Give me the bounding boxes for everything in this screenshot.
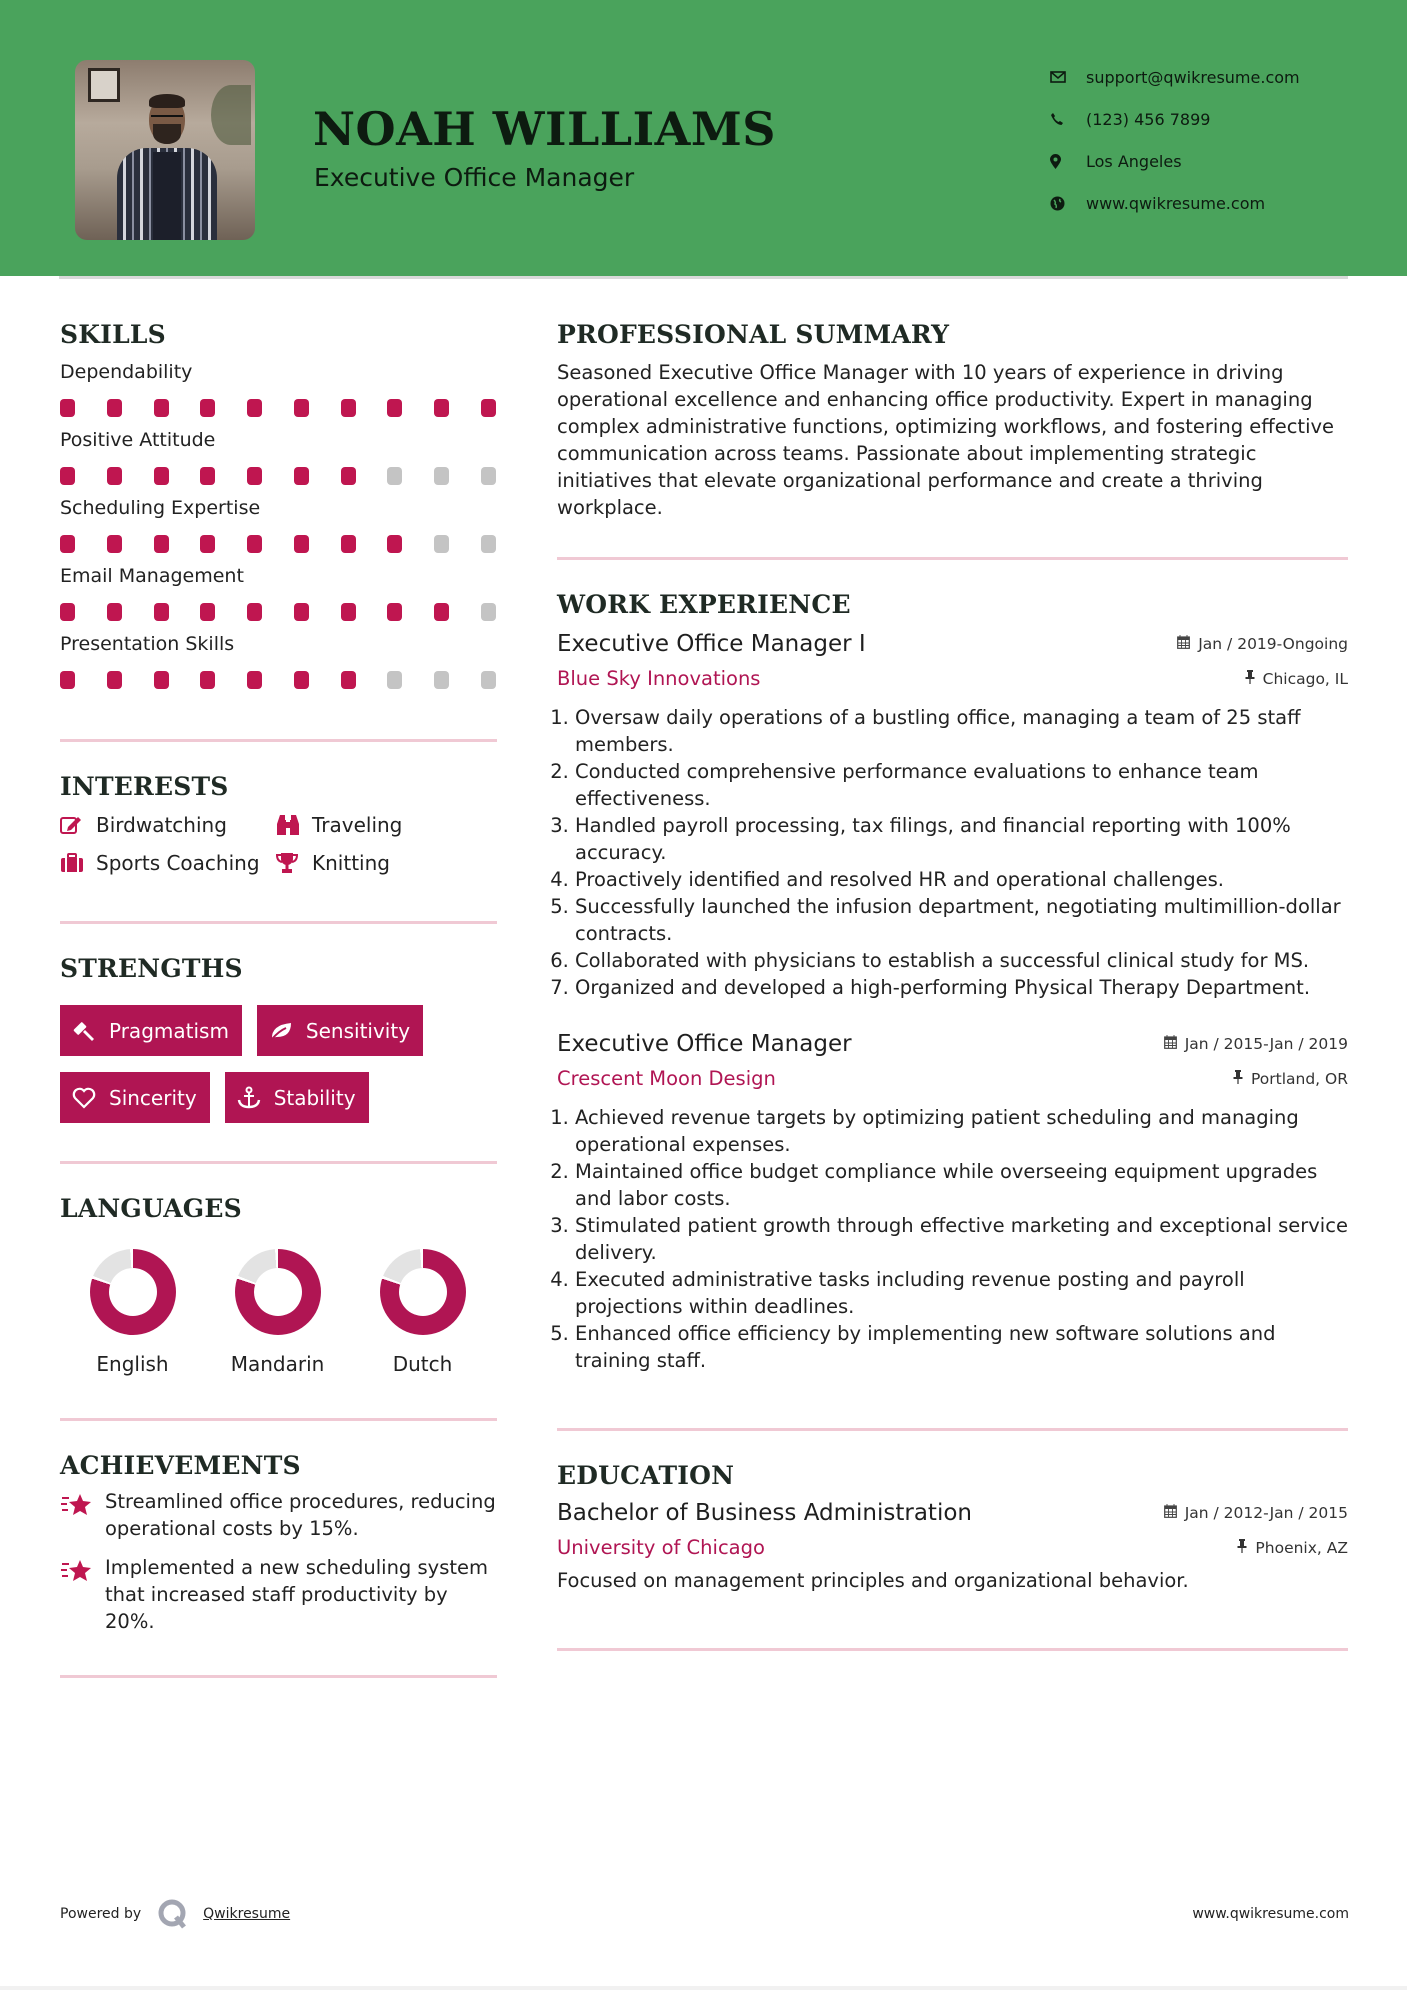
rating-dot-empty [481, 603, 496, 621]
education-location: Phoenix, AZ [1237, 1539, 1348, 1557]
rating-dot-filled [341, 399, 356, 417]
calendar-icon [1164, 1504, 1177, 1522]
interest-item: Birdwatching [60, 813, 276, 837]
briefcase-icon [60, 853, 96, 873]
languages-section [60, 1194, 497, 1376]
contact-email[interactable]: support@qwikresume.com [1050, 56, 1300, 98]
job-bullet: 2. Conducted comprehensive performance evaluations to enhance team effectiveness. [575, 758, 1348, 812]
skill-rating [60, 467, 497, 485]
profile-photo [75, 60, 255, 240]
rating-dot-filled [247, 399, 262, 417]
strength-chip: Sincerity [60, 1072, 210, 1123]
rating-dot-filled [294, 399, 309, 417]
language-proficiency-donut [235, 1249, 321, 1335]
rating-dot-empty [481, 535, 496, 553]
candidate-name: NOAH WILLIAMS [313, 102, 776, 156]
rating-dot-filled [387, 603, 402, 621]
rating-dot-filled [107, 535, 122, 553]
rating-dot-filled [107, 603, 122, 621]
achievement-item: Streamlined office procedures, reducing operational costs by 15%. [60, 1488, 497, 1542]
job-entry [557, 1031, 1348, 1374]
company-name: Blue Sky Innovations [557, 667, 761, 690]
job-entry [557, 631, 1348, 1001]
education-date: Jan / 2012-Jan / 2015 [1164, 1504, 1348, 1522]
leaf-icon [269, 1021, 306, 1041]
section-divider [60, 1161, 497, 1164]
rating-dot-filled [341, 671, 356, 689]
rating-dot-filled [434, 603, 449, 621]
rating-dot-filled [60, 467, 75, 485]
section-title-interests: INTERESTS [60, 772, 229, 801]
rating-dot-filled [107, 399, 122, 417]
section-divider [557, 557, 1348, 560]
rating-dot-filled [387, 535, 402, 553]
phone-icon [1050, 112, 1086, 126]
map-marker-icon [1050, 154, 1086, 169]
trophy-icon [276, 852, 312, 874]
rating-dot-empty [387, 671, 402, 689]
rating-dot-filled [200, 603, 215, 621]
anchor-icon [237, 1086, 274, 1110]
skill-rating [60, 603, 497, 621]
rating-dot-filled [200, 671, 215, 689]
rating-dot-filled [60, 603, 75, 621]
section-divider [60, 739, 497, 742]
gavel-icon [72, 1020, 109, 1042]
edit-icon [60, 815, 96, 835]
skill-label: Scheduling Expertise [60, 497, 261, 519]
job-location: Portland, OR [1233, 1070, 1348, 1088]
job-date: Jan / 2019-Ongoing [1177, 635, 1348, 653]
skills-section [60, 320, 497, 689]
school-name: University of Chicago [557, 1536, 765, 1559]
jobs-list [557, 631, 1348, 1374]
interest-item: Traveling [276, 813, 476, 837]
section-title-experience: WORK EXPERIENCE [557, 590, 851, 619]
section-divider [60, 1418, 497, 1421]
section-title-education: EDUCATION [557, 1461, 735, 1490]
rating-dot-filled [154, 671, 169, 689]
shooting-star-icon [60, 1554, 105, 1635]
pushpin-icon [1237, 1539, 1247, 1557]
shooting-star-icon [60, 1488, 105, 1542]
rating-dot-filled [247, 467, 262, 485]
section-divider [60, 921, 497, 924]
section-divider [60, 1675, 497, 1678]
rating-dot-filled [154, 535, 169, 553]
powered-by-label: Powered by [60, 1906, 142, 1922]
resume-header [0, 0, 1407, 276]
section-title-strengths: STRENGTHS [60, 954, 243, 983]
interest-item: Knitting [276, 851, 476, 875]
strength-chip: Pragmatism [60, 1005, 242, 1056]
job-bullet: 6. Collaborated with physicians to establish a successful clinical study for MS. [575, 947, 1348, 974]
rating-dot-filled [60, 399, 75, 417]
qwikresume-logo-icon [157, 1898, 189, 1930]
rating-dot-filled [200, 535, 215, 553]
education-description: Focused on management principles and organizational behavior. [557, 1569, 1189, 1592]
language-label: Mandarin [230, 1352, 325, 1376]
language-proficiency-donut [90, 1249, 176, 1335]
skill-rating [60, 535, 497, 553]
job-bullet: 4. Proactively identified and resolved HR and operational challenges. [575, 866, 1348, 893]
header-divider [59, 276, 1348, 279]
rating-dot-empty [434, 535, 449, 553]
rating-dot-empty [481, 467, 496, 485]
envelope-icon [1050, 71, 1086, 83]
right-column [557, 320, 1348, 1651]
job-bullet: 1. Achieved revenue targets by optimizing patient scheduling and managing operational expenses. [575, 1104, 1348, 1158]
job-date: Jan / 2015-Jan / 2019 [1164, 1035, 1348, 1053]
achievements-section [60, 1451, 497, 1635]
rating-dot-filled [294, 535, 309, 553]
section-divider [557, 1648, 1348, 1651]
job-bullet: 2. Maintained office budget compliance while overseeing equipment upgrades and labor costs. [575, 1158, 1348, 1212]
strength-chip: Sensitivity [257, 1005, 423, 1056]
rating-dot-filled [247, 671, 262, 689]
rating-dot-filled [154, 467, 169, 485]
achievement-item: Implemented a new scheduling system that increased staff productivity by 20%. [60, 1554, 497, 1635]
job-bullet: 5. Enhanced office efficiency by implementing new software solutions and training staff. [575, 1320, 1348, 1374]
contact-website[interactable]: www.qwikresume.com [1050, 182, 1300, 224]
job-bullet: 3. Stimulated patient growth through effective marketing and exceptional service delivery. [575, 1212, 1348, 1266]
job-title: Executive Office Manager I [557, 631, 866, 657]
job-location: Chicago, IL [1245, 670, 1348, 688]
rating-dot-filled [200, 467, 215, 485]
qwikresume-link[interactable]: Qwikresume [203, 1906, 291, 1922]
rating-dot-empty [434, 467, 449, 485]
heart-icon [72, 1087, 109, 1109]
footer-branding [60, 1898, 290, 1930]
section-title-summary: PROFESSIONAL SUMMARY [557, 320, 950, 349]
degree-title: Bachelor of Business Administration [557, 1500, 972, 1526]
interests-list [60, 813, 497, 875]
summary-text: Seasoned Executive Office Manager with 10 years of experience in driving operational excellence and enhancing office productivity. Expert in managing complex administrative functions, optimizing workflows, and fostering effective communication across teams. Passionate about implementing strategic initiatives that elevate organizational performance and create a thriving workplace. [557, 361, 1335, 519]
rating-dot-filled [294, 467, 309, 485]
languages-list [60, 1249, 497, 1376]
binoculars-icon [276, 814, 312, 836]
strengths-section [60, 954, 497, 1123]
skill-label: Dependability [60, 361, 193, 383]
page-bottom-edge [0, 1986, 1407, 1990]
experience-section [557, 590, 1348, 1374]
rating-dot-filled [341, 467, 356, 485]
job-bullet: 1. Oversaw daily operations of a bustling office, managing a team of 25 staff members. [575, 704, 1348, 758]
rating-dot-filled [294, 603, 309, 621]
calendar-icon [1164, 1035, 1177, 1053]
interest-item: Sports Coaching [60, 851, 276, 875]
skill-label: Email Management [60, 565, 244, 587]
job-bullet: 3. Handled payroll processing, tax filings, and financial reporting with 100% accuracy. [575, 812, 1348, 866]
language-proficiency-donut [380, 1249, 466, 1335]
rating-dot-filled [294, 671, 309, 689]
candidate-title: Executive Office Manager [314, 163, 635, 192]
left-column [60, 320, 497, 1678]
rating-dot-filled [247, 535, 262, 553]
footer-website-link[interactable]: www.qwikresume.com [1192, 1906, 1349, 1922]
job-bullets [557, 704, 1348, 1001]
rating-dot-filled [200, 399, 215, 417]
summary-section [557, 320, 1348, 521]
rating-dot-filled [154, 603, 169, 621]
strengths-list [60, 1005, 497, 1123]
rating-dot-filled [247, 603, 262, 621]
skill-label: Positive Attitude [60, 429, 216, 451]
rating-dot-filled [107, 671, 122, 689]
contact-phone[interactable]: (123) 456 7899 [1050, 98, 1300, 140]
education-section [557, 1461, 1348, 1594]
job-bullet: 7. Organized and developed a high-performing Physical Therapy Department. [575, 974, 1348, 1001]
pushpin-icon [1233, 1070, 1243, 1088]
skills-list [60, 361, 497, 689]
section-divider [557, 1428, 1348, 1431]
rating-dot-empty [481, 671, 496, 689]
rating-dot-filled [341, 603, 356, 621]
rating-dot-filled [154, 399, 169, 417]
rating-dot-filled [434, 399, 449, 417]
language-item [350, 1249, 495, 1376]
job-title: Executive Office Manager [557, 1031, 852, 1057]
skill-label: Presentation Skills [60, 633, 235, 655]
rating-dot-filled [341, 535, 356, 553]
pushpin-icon [1245, 670, 1255, 688]
rating-dot-filled [60, 671, 75, 689]
language-item [60, 1249, 205, 1376]
rating-dot-empty [387, 467, 402, 485]
rating-dot-filled [387, 399, 402, 417]
job-bullet: 5. Successfully launched the infusion department, negotiating multimillion-dollar contracts. [575, 893, 1348, 947]
language-label: Dutch [392, 1352, 453, 1376]
section-title-skills: SKILLS [60, 320, 166, 349]
job-bullets [557, 1104, 1348, 1374]
skill-rating [60, 399, 497, 417]
rating-dot-empty [434, 671, 449, 689]
strength-chip: Stability [225, 1072, 369, 1123]
rating-dot-filled [60, 535, 75, 553]
contact-location: Los Angeles [1050, 140, 1300, 182]
language-item [205, 1249, 350, 1376]
section-title-languages: LANGUAGES [60, 1194, 242, 1223]
rating-dot-filled [107, 467, 122, 485]
contact-list [1050, 56, 1300, 224]
skill-rating [60, 671, 497, 689]
language-label: English [96, 1352, 169, 1376]
globe-icon [1050, 196, 1086, 211]
calendar-icon [1177, 635, 1190, 653]
company-name: Crescent Moon Design [557, 1067, 776, 1090]
interests-section [60, 772, 497, 875]
job-bullet: 4. Executed administrative tasks including revenue posting and payroll projections within deadlines. [575, 1266, 1348, 1320]
rating-dot-filled [481, 399, 496, 417]
section-title-achievements: ACHIEVEMENTS [60, 1451, 301, 1480]
